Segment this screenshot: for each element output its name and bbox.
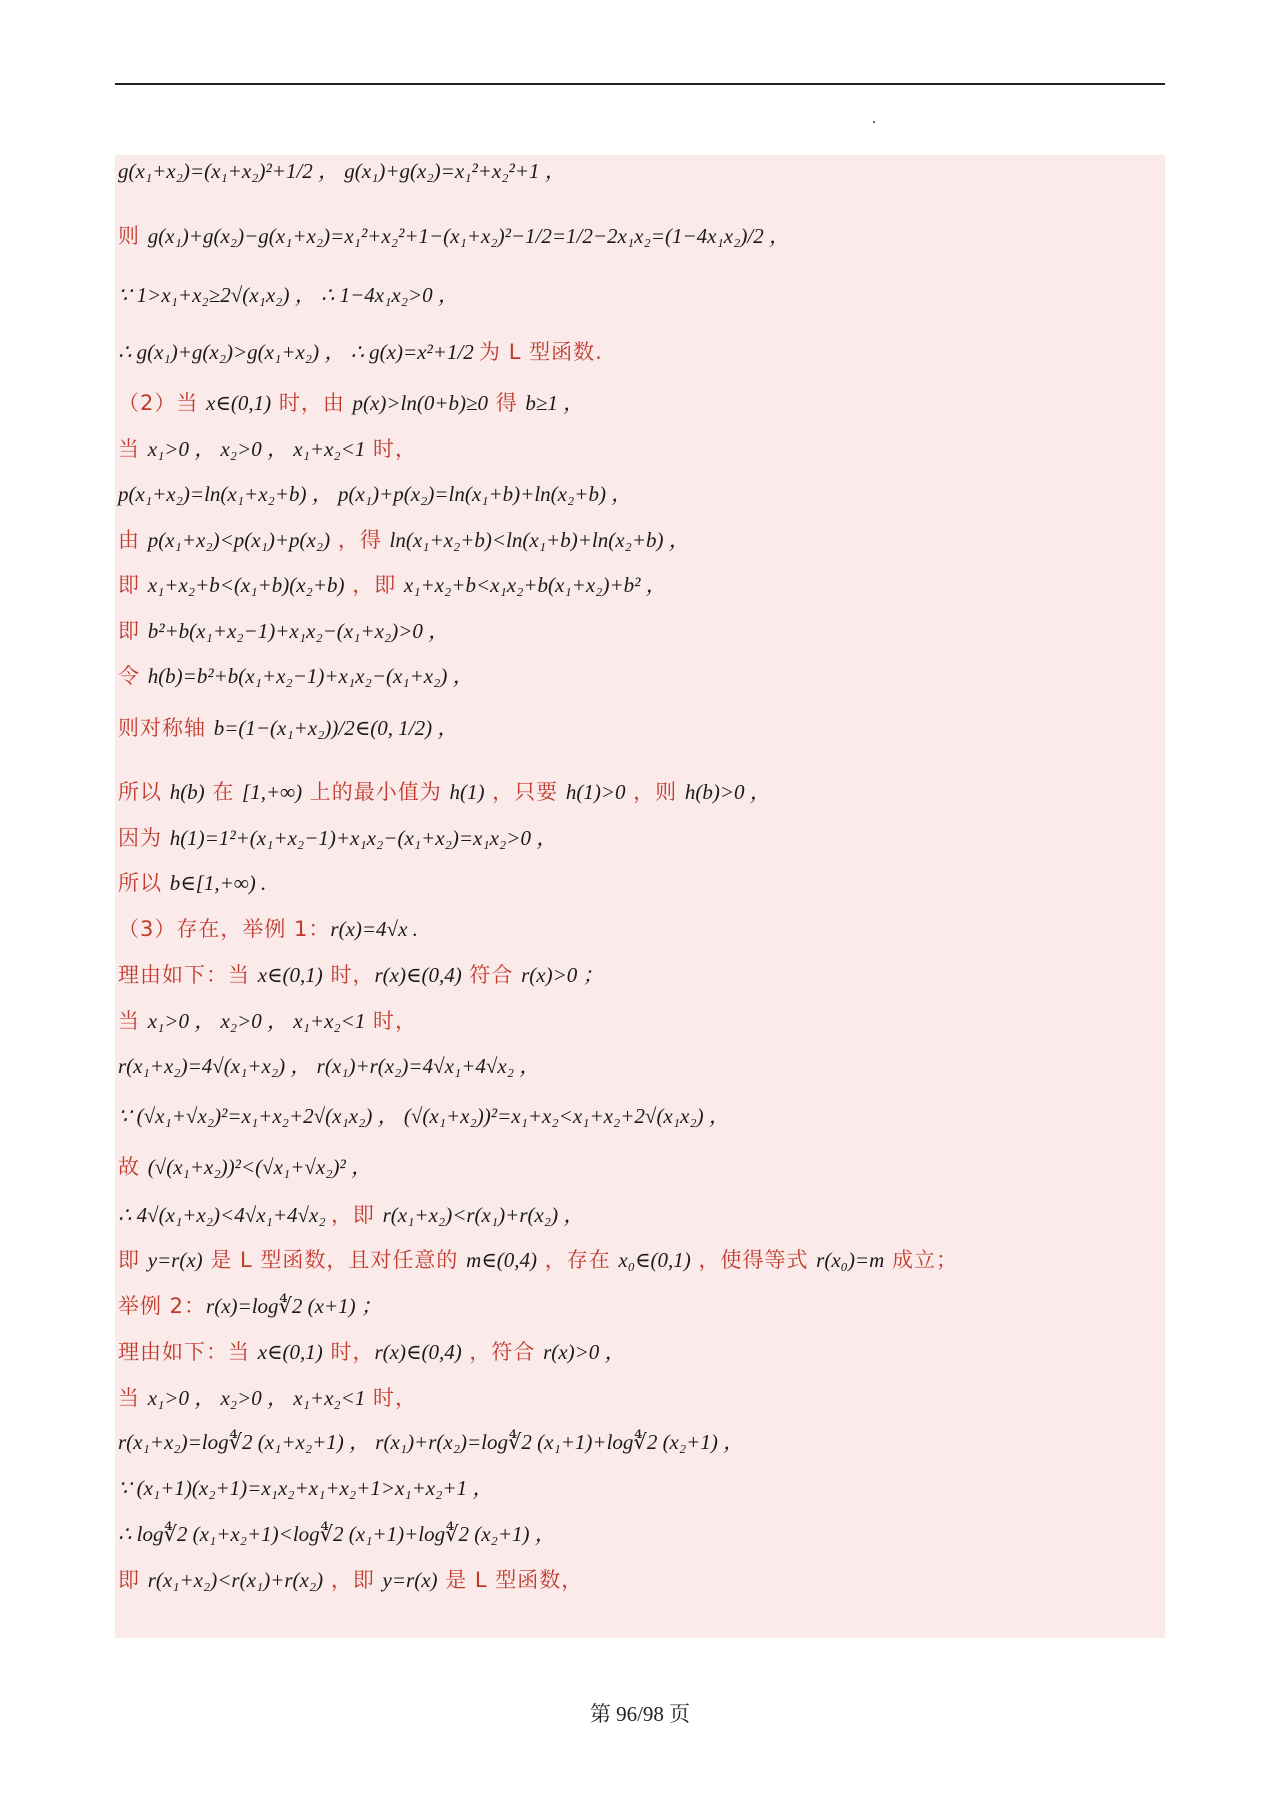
chinese-text: 理由如下：当 [118,963,258,987]
chinese-text: 故 [118,1155,148,1179]
solution-line [118,1200,584,1230]
math-expression: x∈(0,1) [206,391,272,415]
chinese-text: 当 [118,437,148,461]
page-number: 第 96/98 页 [589,1702,691,1726]
math-expression: x₁+x₂+b<(x₁+b)(x₂+b) [147,573,345,597]
math-expression: r(x₁+x₂)=4√(x₁+x₂) ， r(x₁)+r(x₂)=4√x₁+4√x₂ ， [118,1054,541,1078]
math-expression: x₀∈(0,1) [618,1248,691,1272]
math-expression: (√(x₁+x₂))²<(√x₁+√x₂)² ， [147,1155,373,1179]
math-expression: r(x₀)=m [816,1248,885,1272]
solution-block [115,155,1165,1638]
math-expression: g(x₁+x₂)=(x₁+x₂)²+1/2 ， g(x₁)+g(x₂)=x₁²+x₂²+1 ， [118,159,566,183]
solution-line [118,960,604,990]
solution-line [118,525,690,555]
solution-line [118,661,474,691]
chinese-text: 成立； [884,1248,958,1272]
chinese-text: 即 [118,573,148,597]
chinese-text: ，存在 [537,1248,619,1272]
chinese-text: 因为 [118,826,170,850]
chinese-text: 令 [118,664,148,688]
chinese-text: 举例 2： [118,1294,207,1318]
solution-line [118,1565,583,1595]
math-expression: ln(x₁+x₂+b)<ln(x₁+b)+ln(x₂+b) ， [389,528,690,552]
chinese-text: 上的最小值为 [302,780,450,804]
math-expression: ∴ log∜2 (x₁+x₂+1)<log∜2 (x₁+1)+log∜2 (x₂+1) ， [118,1522,556,1546]
chinese-text: ，符合 [461,1340,544,1364]
math-expression: h(1)=1²+(x₁+x₂−1)+x₁x₂−(x₁+x₂)=x₁x₂>0 ， [169,826,558,850]
math-expression: r(x)=log∜2 (x+1) ； [206,1294,382,1318]
solution-line [118,713,458,743]
chinese-text: 时，由 [271,391,353,415]
math-expression: y=r(x) [382,1568,438,1592]
math-expression: h(b)>0 ， [684,780,771,804]
solution-line [118,1101,730,1131]
chinese-text: ，则 [625,780,685,804]
chinese-text: 所以 [118,780,170,804]
solution-line [118,868,266,898]
chinese-text: ，即 [323,1568,383,1592]
solution-line [118,1051,540,1081]
math-expression: ∴ g(x₁)+g(x₂)>g(x₁+x₂) ， ∴ g(x)=x²+1/2 [118,340,480,364]
header-dot [873,121,875,123]
solution-line [118,156,566,186]
solution-line [118,616,449,646]
solution-line [118,570,667,600]
chinese-text: ，即 [330,1203,383,1227]
chinese-text: 理由如下：当 [118,1340,258,1364]
chinese-text: ，只要 [484,780,566,804]
math-expression: p(x₁+x₂)<p(x₁)+p(x₂) [147,528,331,552]
chinese-text: 即 [118,1568,148,1592]
chinese-text: 符合 [461,963,522,987]
chinese-text: 是 L 型函数，且对任意的 [202,1248,467,1272]
chinese-text: ，得 [330,528,390,552]
math-expression: ∵ (x₁+1)(x₂+1)=x₁x₂+x₁+x₂+1>x₁+x₂+1 ， [118,1476,494,1500]
chinese-text: 由 [118,528,148,552]
solution-line [118,1427,744,1457]
math-expression: x∈(0,1) [257,1340,323,1364]
chinese-text: 为 L 型函数. [479,340,603,364]
math-expression: h(b)=b²+b(x₁+x₂−1)+x₁x₂−(x₁+x₂) ， [147,664,474,688]
chinese-text: ，使得等式 [690,1248,817,1272]
math-expression: r(x₁+x₂)<r(x₁)+r(x₂) ， [382,1203,585,1227]
math-expression: x₁+x₂+b<x₁x₂+b(x₁+x₂)+b² ， [403,573,667,597]
solution-line [118,1152,372,1182]
math-expression: x₁>0 ， x₂>0 ， x₁+x₂<1 [147,437,366,461]
math-expression: r(x)=4√x . [330,917,418,941]
math-expression: r(x)>0 ， [543,1340,626,1364]
math-expression: [1,+∞) [242,780,303,804]
chinese-text: 所以 [118,871,170,895]
solution-line [118,914,418,944]
header-rule [115,83,1165,85]
chinese-text: 是 L 型函数， [437,1568,584,1592]
solution-line [118,1245,958,1275]
solution-line [118,1383,417,1413]
chinese-text: （3）存在，举例 1： [118,917,331,941]
math-expression: x₁>0 ， x₂>0 ， x₁+x₂<1 [147,1386,366,1410]
solution-line [118,479,632,509]
math-expression: g(x₁)+g(x₂)−g(x₁+x₂)=x₁²+x₂²+1−(x₁+x₂)²−1/2=1/2−2x₁x₂=(1−4x₁x₂)/2 ， [147,224,790,248]
solution-line [118,1519,556,1549]
chinese-text: 则 [118,224,148,248]
chinese-text: 时， [322,963,375,987]
chinese-text: 时， [365,1009,418,1033]
solution-line [118,434,417,464]
math-expression: p(x)>ln(0+b)≥0 [352,391,489,415]
math-expression: m∈(0,4) [466,1248,538,1272]
chinese-text: 在 [204,780,243,804]
solution-line [118,1291,382,1321]
math-expression: r(x₁+x₂)=log∜2 (x₁+x₂+1) ， r(x₁)+r(x₂)=log∜2 (x₁+1)+log∜2 (x₂+1) ， [118,1430,745,1454]
solution-line [118,1337,626,1367]
math-expression: x₁>0 ， x₂>0 ， x₁+x₂<1 [147,1009,366,1033]
math-expression: r(x)∈(0,4) [374,1340,462,1364]
math-expression: r(x)>0 ； [521,963,604,987]
solution-line [118,337,603,367]
solution-line [118,388,584,418]
solution-line [118,777,771,807]
math-expression: h(1)>0 [565,780,626,804]
chinese-text: 即 [118,619,148,643]
math-expression: h(b) [169,780,205,804]
math-expression: h(1) [449,780,485,804]
math-expression: b=(1−(x₁+x₂))/2∈(0, 1/2) ， [213,716,459,740]
solution-line [118,1006,417,1036]
solution-line [118,221,790,251]
chinese-text: 时， [322,1340,375,1364]
math-expression: b∈[1,+∞) . [169,871,267,895]
chinese-text: 当 [118,1009,148,1033]
chinese-text: 即 [118,1248,148,1272]
chinese-text: 则对称轴 [118,716,214,740]
chinese-text: 时， [365,1386,418,1410]
chinese-text: 时， [365,437,418,461]
math-expression: p(x₁+x₂)=ln(x₁+x₂+b) ， p(x₁)+p(x₂)=ln(x₁+b)+ln(x₂+b) ， [118,482,633,506]
math-expression: b≥1 ， [525,391,585,415]
solution-line [118,280,459,310]
math-expression: y=r(x) [147,1248,203,1272]
math-expression: ∵ (√x₁+√x₂)²=x₁+x₂+2√(x₁x₂) ， (√(x₁+x₂))²=x₁+x₂<x₁+x₂+2√(x₁x₂) ， [118,1104,730,1128]
chinese-text: ，即 [344,573,404,597]
solution-line [118,1473,493,1503]
chinese-text: （2）当 [118,391,207,415]
math-expression: b²+b(x₁+x₂−1)+x₁x₂−(x₁+x₂)>0 ， [147,619,450,643]
math-expression: r(x)∈(0,4) [374,963,462,987]
math-expression: ∵ 1>x₁+x₂≥2√(x₁x₂) ， ∴ 1−4x₁x₂>0 ， [118,283,459,307]
chinese-text: 得 [488,391,526,415]
math-expression: ∴ 4√(x₁+x₂)<4√x₁+4√x₂ [118,1203,331,1227]
math-expression: x∈(0,1) [257,963,323,987]
solution-line [118,823,557,853]
math-expression: r(x₁+x₂)<r(x₁)+r(x₂) [147,1568,324,1592]
chinese-text: 当 [118,1386,148,1410]
